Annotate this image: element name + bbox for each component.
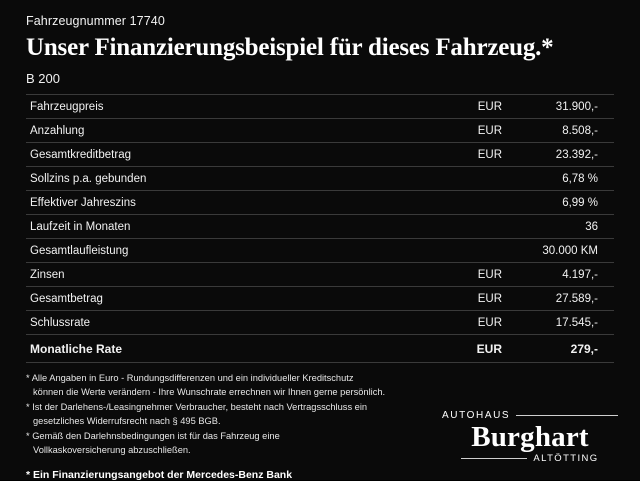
row-label: Zinsen [30,268,65,281]
table-row-monthly-rate [26,335,614,363]
footnotes [26,372,421,458]
row-currency [450,167,502,191]
row-currency [450,191,502,215]
logo-bottom-row [442,453,618,464]
row-label: Gesamtlaufleistung [30,244,129,257]
row-value: 36 [585,220,598,233]
bank-note: * Ein Finanzierungsangebot der Mercedes-Benz Bank [26,468,293,481]
logo-rule-icon [516,415,618,416]
table-row [26,191,614,215]
row-currency: EUR [477,316,502,329]
row-label: Schlussrate [30,316,91,329]
footnote-line: können die Werte verändern - Ihre Wunschrate errechnen wir Ihnen gerne persönlich. [33,387,386,398]
footnote-line: Vollkaskoversicherung abzuschließen. [33,445,191,456]
table-row [26,215,614,239]
vehicle-number: Fahrzeugnummer 17740 [26,14,165,28]
row-currency: EUR [477,292,502,305]
row-currency: EUR [477,100,502,113]
row-value: 4.197,- [562,268,598,281]
row-label: Effektiver Jahreszins [30,196,136,209]
row-currency: EUR [477,148,502,161]
table-row [26,143,614,167]
row-value: 6,78 % [562,172,598,185]
table-row [26,311,614,335]
footnote-line: * Gemäß den Darlehnsbedingungen ist für das Fahrzeug eine [26,430,280,441]
logo-top-row [442,410,618,421]
page-title: Unser Finanzierungsbeispiel für dieses Fahrzeug.* [26,34,554,61]
row-label: Anzahlung [30,124,85,137]
row-label: Gesamtkreditbetrag [30,148,131,161]
row-label: Fahrzeugpreis [30,100,104,113]
row-value: 8.508,- [562,124,598,137]
row-value: 17.545,- [555,316,598,329]
row-value: 30.000 KM [542,244,598,257]
row-currency [450,215,502,239]
row-value: 6,99 % [562,196,598,209]
row-currency: EUR [476,341,502,356]
financing-table [26,94,614,363]
table-row [26,167,614,191]
dealer-logo [442,410,618,464]
table-row [26,263,614,287]
row-value: 23.392,- [555,148,598,161]
table-row [26,239,614,263]
table-row [26,95,614,119]
row-value: 279,- [570,341,598,356]
row-currency: EUR [477,124,502,137]
financing-table-body [26,95,614,363]
footnote-line: gesetzliches Widerrufsrecht nach § 495 BGB. [33,416,221,427]
footnote-line: * Ist der Darlehens-/Leasingnehmer Verbraucher, besteht nach Vertragsschluss ein [26,401,368,412]
row-label: Gesamtbetrag [30,292,103,305]
row-label: Sollzins p.a. gebunden [30,172,147,185]
row-value: 31.900,- [555,100,598,113]
row-label: Laufzeit in Monaten [30,220,131,233]
row-label: Monatliche Rate [30,341,123,356]
table-row [26,119,614,143]
row-currency [450,239,502,263]
row-value: 27.589,- [555,292,598,305]
logo-name: Burghart [471,420,589,453]
logo-top-text: AUTOHAUS [442,409,511,421]
logo-bottom-text: ALTÖTTING [533,453,599,464]
footnote-line: * Alle Angaben in Euro - Rundungsdifferenzen und ein individueller Kreditschutz [26,373,354,383]
logo-rule-icon [461,458,527,459]
vehicle-model: B 200 [26,71,60,86]
table-row [26,287,614,311]
row-currency: EUR [477,268,502,281]
